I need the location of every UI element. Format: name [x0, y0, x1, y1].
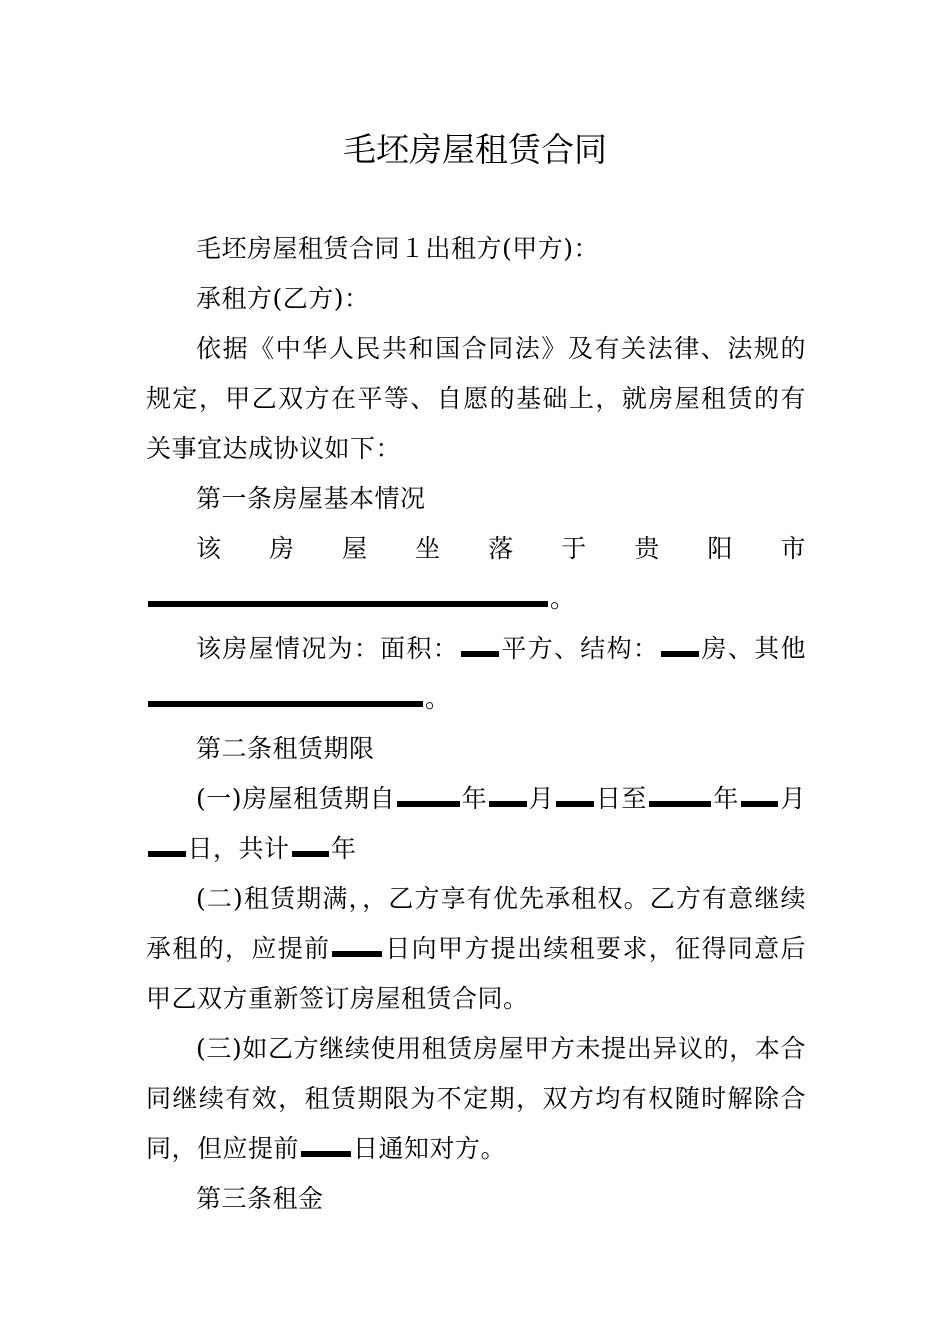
paragraph: 承租方(乙方)：	[196, 284, 370, 313]
fill-in-blank	[461, 651, 499, 657]
fill-in-blank	[397, 801, 460, 807]
paragraph: (一)房屋租赁期自 年 月 日至 年 月日，共计 年	[146, 774, 806, 874]
document-title: 毛坯房屋租赁合同	[343, 130, 607, 169]
section-heading: 第二条租赁期限	[196, 734, 375, 763]
document-body	[146, 224, 806, 1224]
fill-in-blank	[649, 801, 712, 807]
fill-in-blank	[332, 951, 382, 957]
fill-in-blank	[489, 801, 527, 807]
paragraph: (二)租赁期满，，乙方享有优先承租权。乙方有意继续承租的，应提前 日向甲方提出续租要求，征得同意后甲乙双方重新签订房屋租赁合同。	[146, 884, 806, 1013]
fill-in-blank	[661, 651, 699, 657]
section-heading: 第三条租金	[196, 1184, 324, 1213]
paragraph: 该房屋坐落于贵阳市。	[146, 524, 806, 624]
paragraph: 毛坯房屋租赁合同１出租方(甲方)：	[196, 234, 600, 263]
section-heading: 第一条房屋基本情况	[196, 484, 426, 513]
paragraph: 该房屋情况为：面积： 平方、结构： 房、其他。	[146, 624, 806, 724]
fill-in-blank	[741, 801, 779, 807]
paragraph: 依据《中华人民共和国合同法》及有关法律、法规的规定，甲乙双方在平等、自愿的基础上，就房屋租赁的有关事宜达成协议如下：	[146, 334, 806, 463]
fill-in-blank	[148, 851, 186, 857]
fill-in-blank	[148, 701, 423, 707]
fill-in-blank	[292, 851, 330, 857]
fill-in-blank	[301, 1151, 351, 1157]
fill-in-blank	[148, 601, 548, 607]
paragraph: (三)如乙方继续使用租赁房屋甲方未提出异议的，本合同继续有效，租赁期限为不定期，双方均有权随时解除合同，但应提前 日通知对方。	[146, 1034, 806, 1163]
fill-in-blank	[556, 801, 594, 807]
